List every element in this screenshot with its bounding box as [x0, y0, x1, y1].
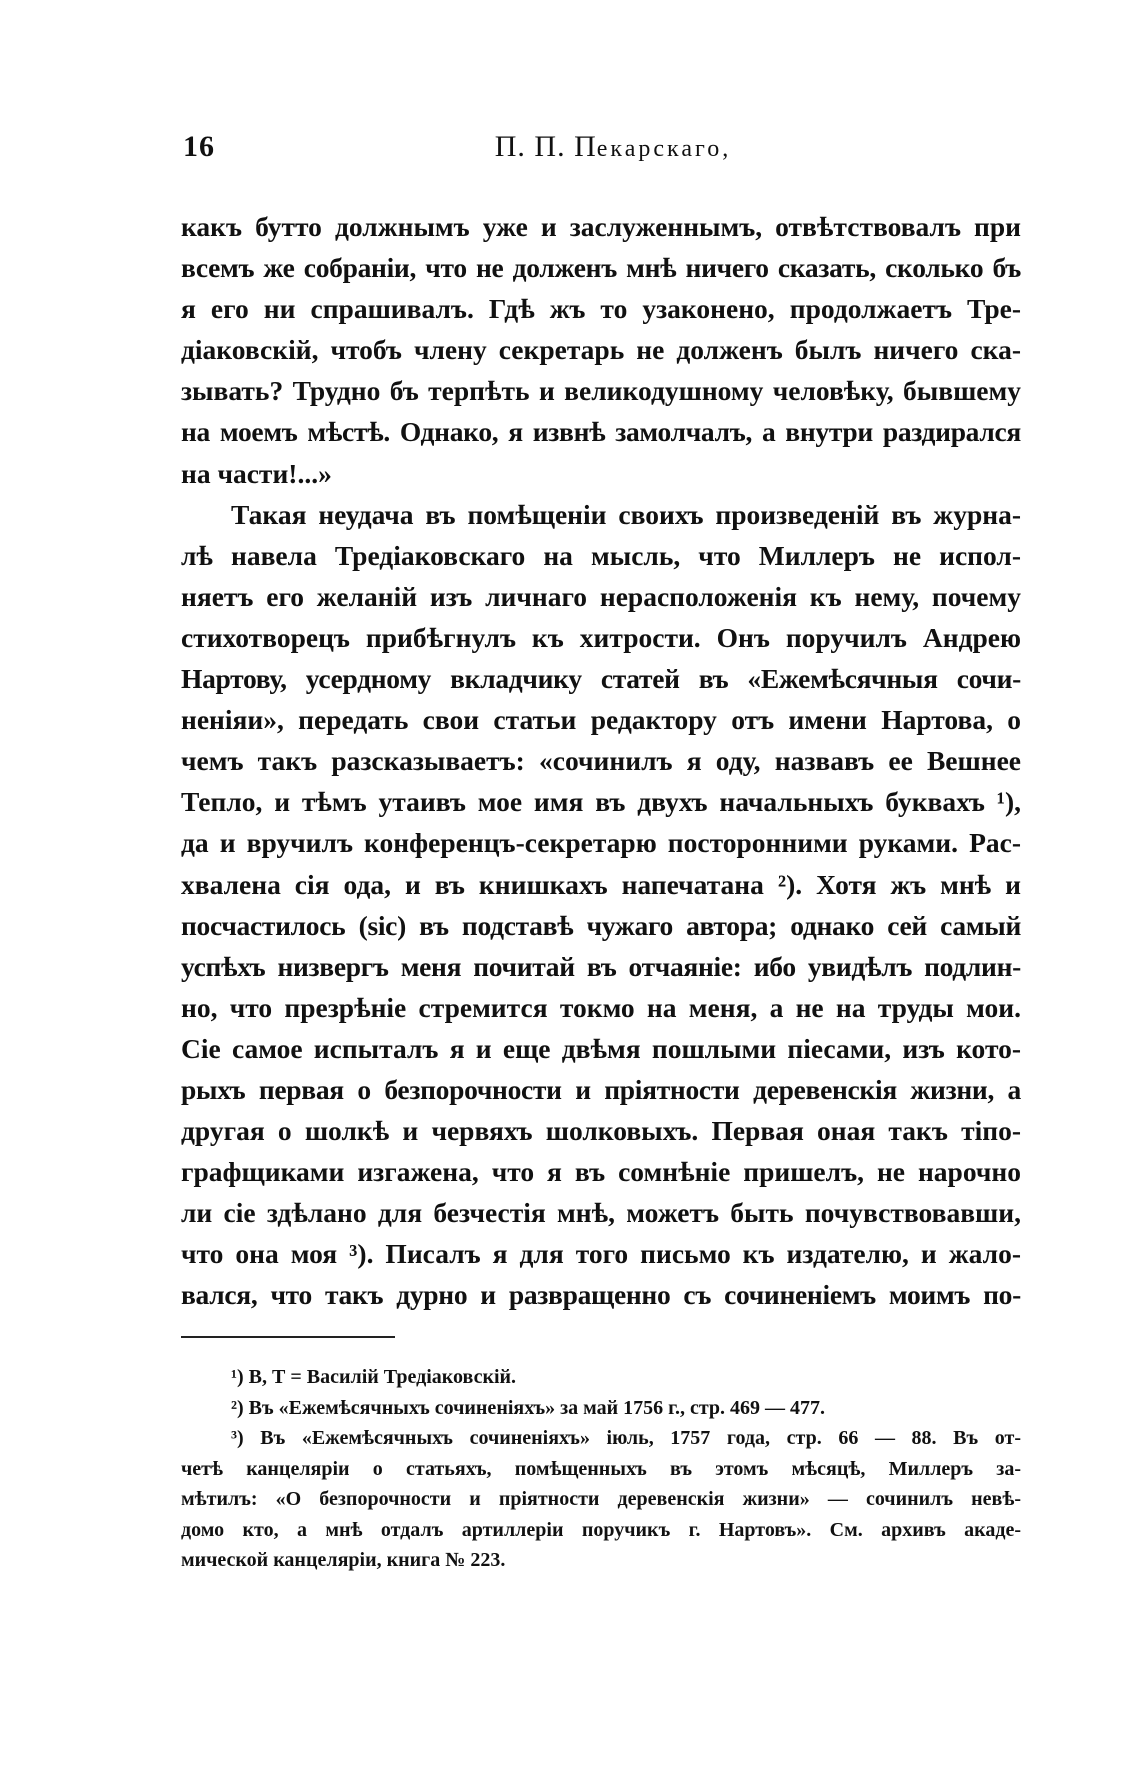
footnote-rule	[181, 1336, 395, 1338]
text-line: какъ бутто должнымъ уже и заслуженнымъ, отвѣтствовалъ при	[181, 211, 1021, 242]
body-text	[181, 206, 1021, 1316]
footnote-3-continued: четѣ канцеляріи о статьяхъ, помѣщенныхъ въ этомъ мѣсяцѣ, Миллеръ за-	[181, 1457, 1021, 1480]
footnote-1: ¹) В, Т = Василій Тредіаковскій.	[231, 1366, 517, 1388]
footnote-2: ²) Въ «Ежемѣсячныхъ сочиненіяхъ» за май 1756 г., стр. 469 — 477.	[231, 1396, 826, 1419]
running-title-rest: екарскаго,	[596, 136, 732, 162]
text-line: посчастилось (sic) въ подставѣ чужаго автора; однако сей самый	[181, 909, 1021, 941]
text-line: что она моя ³). Писалъ я для того письмо къ издателю, и жало-	[181, 1238, 1021, 1270]
text-line: другая о шолкѣ и червяхъ шолковыхъ. Первая оная такъ тіпо-	[181, 1115, 1021, 1147]
text-line: ли сіе здѣлано для безчестія мнѣ, можетъ быть почувствовавши,	[181, 1197, 1021, 1229]
text-line: чемъ такъ разсказываетъ: «сочинилъ я оду, назвавъ ее Вешнее	[181, 745, 1021, 777]
text-line: няетъ его желаній изъ личнаго нерасположенія къ нему, почему	[181, 580, 1021, 612]
text-line: стихотворецъ прибѣгнулъ къ хитрости. Онъ поручилъ Андрею	[181, 621, 1021, 653]
page-number: 16	[183, 130, 215, 163]
paragraph-start-line: Такая неудача въ помѣщеніи своихъ произведеній въ журна-	[231, 498, 1021, 530]
text-line: но, что презрѣніе стремится токмо на меня, а не на труды мои.	[181, 991, 1021, 1023]
text-line: я его ни спрашивалъ. Гдѣ жъ то узаконено, продолжаетъ Тре-	[181, 293, 1021, 325]
text-line: всемъ же собраніи, что не долженъ мнѣ ничего сказать, сколько бъ	[181, 252, 1021, 284]
text-line: діаковскій, чтобъ члену секретарь не долженъ былъ ничего ска-	[181, 334, 1021, 366]
text-line: успѣхъ низвергъ меня почитай въ отчаяніе: ибо увидѣлъ подлин-	[181, 950, 1021, 982]
text-line: неніяи», передать свои статьи редактору отъ имени Нартова, о	[181, 704, 1021, 736]
text-line: рыхъ первая о безпорочности и пріятности деревенскія жизни, а	[181, 1073, 1021, 1105]
running-title	[183, 130, 1023, 164]
text-line: Нартову, усердному вкладчику статей въ «Ежемѣсячныя сочи-	[181, 663, 1021, 695]
text-line: Тепло, и тѣмъ утаивъ мое имя въ двухъ начальныхъ буквахъ ¹),	[181, 786, 1021, 818]
text-line: на части!...»	[181, 457, 332, 489]
footnote-3: ³) Въ «Ежемѣсячныхъ сочиненіяхъ» іюль, 1757 года, стр. 66 — 88. Въ от-	[231, 1427, 1021, 1449]
running-title-initials: П. П. П	[494, 130, 597, 163]
footnotes	[181, 1362, 1021, 1576]
text-line: да и вручилъ конференцъ-секретарю посторонними руками. Рас-	[181, 827, 1021, 859]
text-line: хвалена сія ода, и въ книшкахъ напечатана ²). Хотя жъ мнѣ и	[181, 868, 1021, 900]
footnote-3-continued: мѣтилъ: «О безпорочности и пріятности деревенскія жизни» — сочинилъ невѣ-	[181, 1488, 1021, 1510]
text-line: зывать? Трудно бъ терпѣть и великодушному человѣку, бывшему	[181, 375, 1021, 407]
footnote-3-continued: мической канцеляріи, книга № 223.	[181, 1549, 506, 1571]
text-line: лѣ навела Тредіаковскаго на мысль, что Миллеръ не испол-	[181, 539, 1021, 571]
footnote-3-continued: домо кто, а мнѣ отдалъ артиллеріи поручикъ г. Нартовъ». См. архивъ акаде-	[181, 1518, 1021, 1541]
text-line: Сіе самое испыталъ я и еще двѣмя пошлыми піесами, изъ кото-	[181, 1032, 1021, 1064]
running-head	[183, 130, 1023, 180]
text-line: вался, что такъ дурно и развращенно съ сочиненіемъ моимъ по-	[181, 1279, 1021, 1311]
text-line: на моемъ мѣстѣ. Однако, я извнѣ замолчалъ, а внутри раздирался	[181, 416, 1021, 448]
text-line: графщиками изгажена, что я въ сомнѣніе пришелъ, не нарочно	[181, 1156, 1021, 1188]
